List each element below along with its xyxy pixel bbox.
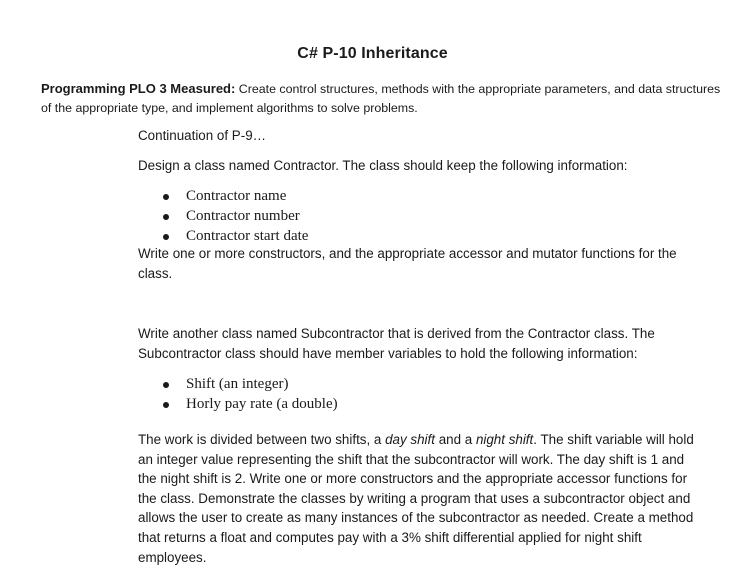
work-description-paragraph bbox=[138, 430, 698, 567]
document-title: C# P-10 Inheritance bbox=[297, 45, 448, 62]
design-intro-text: Design a class named Contractor. The class should keep the following information: bbox=[138, 158, 628, 173]
subcontractor-intro-text: Write another class named Subcontractor that is derived from the Contractor class. The Subcontractor class should have member variables to hold the following information: bbox=[138, 326, 655, 361]
list-item: Contractor start date bbox=[160, 226, 308, 246]
list-item: Shift (an integer) bbox=[160, 374, 338, 394]
list-item: Contractor name bbox=[160, 186, 308, 206]
work-text-part3: . The shift variable will hold an integer value representing the shift that the subcontractor will work. The day shift is 1 and the night shift is 2. Write one or more constructors and the appropriate accessor functions for the class. Demonstrate the classes by writing a program that uses a subcontractor object and allows the user to create as many instances of the subcontractor as needed. Create a method that returns a float and computes pay with a 3% shift differential applied for night shift employees. bbox=[138, 432, 694, 565]
work-text-part2: and a bbox=[434, 432, 476, 447]
constructors-text: Write one or more constructors, and the appropriate accessor and mutator functions for the class. bbox=[138, 246, 677, 281]
list-item: Horly pay rate (a double) bbox=[160, 394, 338, 414]
day-shift-term: day shift bbox=[385, 432, 435, 447]
plo-paragraph bbox=[41, 79, 731, 118]
night-shift-term: night shift bbox=[475, 432, 534, 447]
plo-label: Programming PLO 3 Measured: bbox=[41, 81, 236, 96]
list-item: Contractor number bbox=[160, 206, 308, 226]
work-text-part1: The work is divided between two shifts, a bbox=[138, 432, 386, 447]
plo-text: Create control structures, methods with the appropriate parameters, and data structures of the appropriate type, and implement algorithms to solve problems. bbox=[41, 82, 721, 115]
contractor-fields-list bbox=[160, 186, 308, 246]
continuation-text: Continuation of P-9… bbox=[138, 128, 267, 143]
subcontractor-fields-list bbox=[160, 374, 338, 414]
